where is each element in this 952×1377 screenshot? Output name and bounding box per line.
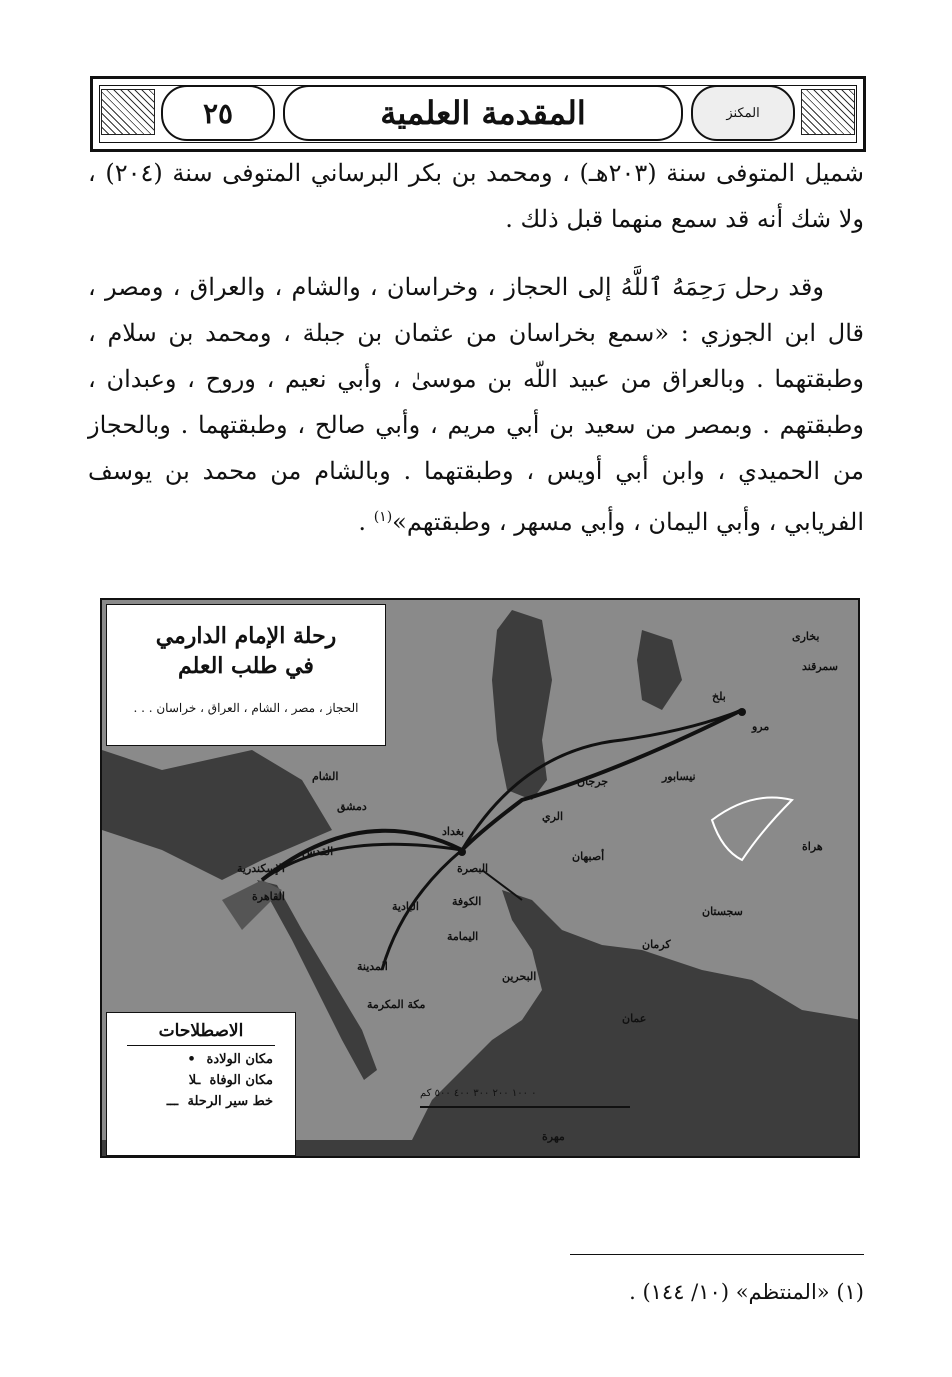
place-label: مكة المكرمة: [367, 998, 426, 1011]
legend-label: خط سير الرحلة: [187, 1094, 273, 1109]
paragraph-2: [88, 264, 864, 545]
place-label: البادية: [392, 900, 419, 913]
place-label: سمرقند: [802, 660, 838, 673]
place-label: نيسابور: [662, 770, 696, 783]
place-label: جرجان: [577, 775, 609, 788]
map-title-box: [106, 604, 386, 746]
place-label: المدينة: [357, 960, 388, 973]
map-scale-bar: ٠ ١٠٠ ٢٠٠ ٣٠٠ ٤٠٠ ٥٠٠ كم: [420, 1088, 630, 1108]
legend-label: مكان الوفاة: [209, 1073, 273, 1088]
page-number: ٢٥: [161, 85, 275, 141]
legend-item: [107, 1088, 295, 1109]
place-label: البصرة: [457, 862, 489, 875]
map-title: رحلة الإمام الدارمي: [155, 623, 337, 649]
map-legend: [106, 1012, 296, 1156]
legend-item: [107, 1067, 295, 1088]
place-label: مهرة: [542, 1130, 565, 1143]
publisher-emblem: المكنز: [691, 85, 795, 141]
footnote-marker[interactable]: (١): [373, 509, 393, 525]
place-label: بخارى: [792, 630, 820, 643]
place-label: سجستان: [702, 905, 743, 918]
place-label: بلخ: [712, 690, 726, 703]
place-label: دمشق: [337, 800, 367, 813]
footnote-divider: [570, 1254, 864, 1255]
place-label: عمان: [622, 1012, 647, 1025]
journey-map: [100, 598, 860, 1158]
route-line-symbol: ـــ: [166, 1094, 179, 1109]
map-subtitle: في طلب العلم: [178, 653, 314, 679]
page-title: المقدمة العلمية: [283, 85, 683, 141]
legend-item: [107, 1046, 295, 1067]
paragraph-2-text: وقد رحل رَحِمَهُ ٱللَّهُ إلى الحجاز ، وخراسان ، والشام ، والعراق ، ومصر ، قال ابن الجوزي : «سمع بخراسان من عثمان بن جبلة ، ومحمد بن سلام ، وطبقتهما . وبالعراق من عبيد اللّه بن موسىٰ ، وأبي نعيم ، وروح ، وعبدان ، وطبقتهم . وبمصر من سعيد بن أبي مريم ، وأبي صالح ، وطبقتهما . وبالحجاز من الحميدي ، وابن أبي أويس ، وطبقتهما . وبالشام من محمد بن يوسف الفريابي ، وأبي اليمان ، وأبي مسهر ، وطبقتهم»: [88, 273, 864, 536]
birth-place-symbol: •: [187, 1052, 196, 1067]
page-header: [90, 76, 866, 152]
place-label: هراة: [802, 840, 823, 853]
place-label: البحرين: [502, 970, 537, 983]
place-label: اليمامة: [447, 930, 479, 943]
legend-label: مكان الولادة: [206, 1052, 273, 1067]
place-label: مرو: [752, 720, 770, 733]
death-place-symbol: ـلا: [188, 1073, 201, 1088]
place-label: أصبهان: [572, 850, 605, 863]
place-label: الكوفة: [452, 895, 482, 908]
place-label: بغداد: [442, 825, 465, 838]
place-label: القاهرة: [252, 890, 285, 903]
legend-title: الاصطلاحات: [127, 1021, 275, 1046]
footnote: (١) «المنتظم» (١٠/ ١٤٤) .: [629, 1280, 864, 1304]
paragraph-1: شميل المتوفى سنة (٢٠٣هـ) ، ومحمد بن بكر البرساني المتوفى سنة (٢٠٤) ، ولا شك أنه قد سمع منهما قبل ذلك .: [88, 159, 864, 233]
place-label: الشام: [312, 770, 339, 783]
header-ornament-right: [801, 89, 855, 135]
map-regions: الحجاز ، مصر ، الشام ، العراق ، خراسان . . .: [133, 701, 359, 715]
place-label: الإسكندرية: [237, 862, 285, 875]
place-label: القدس: [302, 845, 334, 858]
header-ornament-left: [101, 89, 155, 135]
place-label: الري: [542, 810, 564, 823]
place-label: كرمان: [642, 938, 671, 951]
paragraph-2-end: .: [358, 508, 374, 536]
